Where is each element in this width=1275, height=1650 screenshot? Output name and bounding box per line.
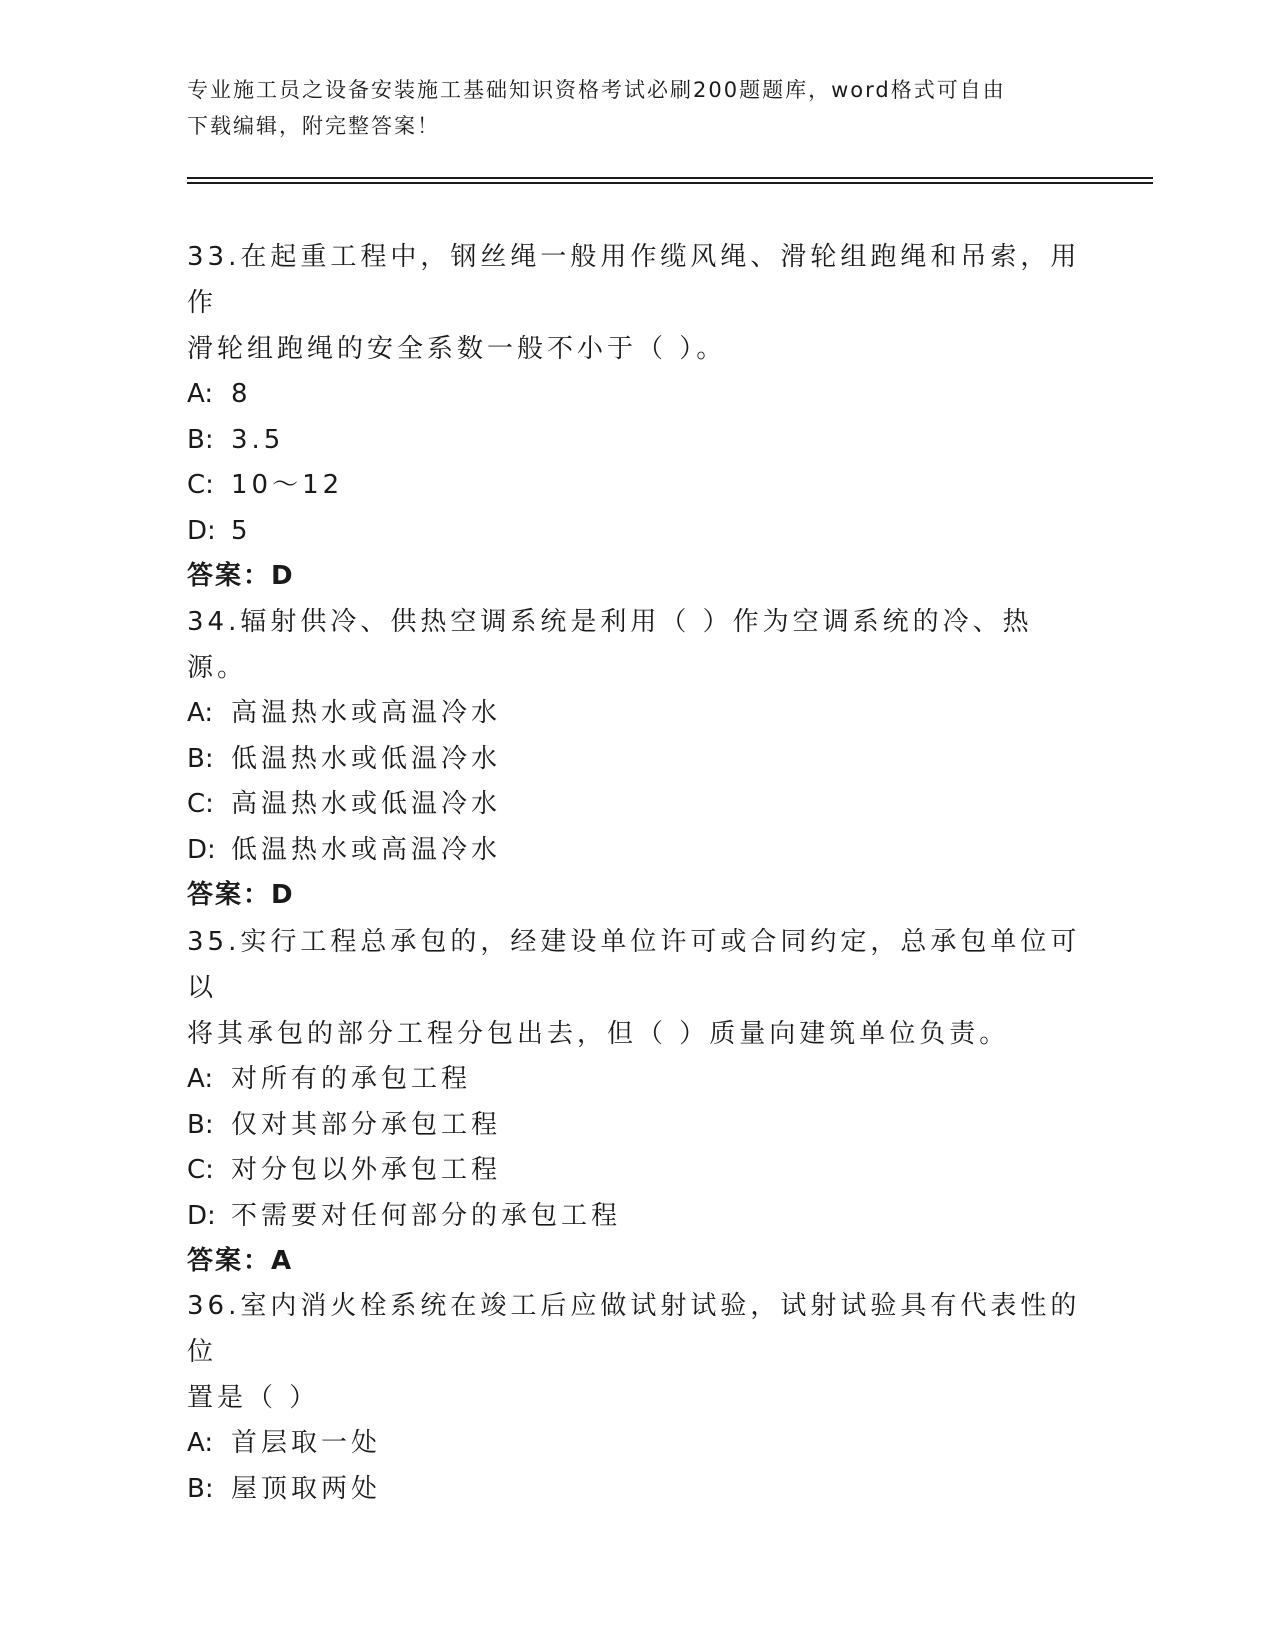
option-a bbox=[187, 691, 1087, 737]
option-key: B: bbox=[187, 424, 214, 455]
question-stem bbox=[187, 599, 1087, 691]
option-c bbox=[187, 1148, 1087, 1194]
option-d bbox=[187, 828, 1087, 874]
option-key: D: bbox=[187, 515, 216, 546]
option-a bbox=[187, 1421, 1087, 1467]
answer-line: 答案：D bbox=[187, 880, 295, 910]
header-divider-bottom bbox=[187, 182, 1153, 184]
question-stem-line: 35.实行工程总承包的，经建设单位许可或合同约定，总承包单位可以 bbox=[187, 927, 1081, 1003]
option-text: 不需要对任何部分的承包工程 bbox=[231, 1200, 622, 1231]
question-stem-line: 33.在起重工程中，钢丝绳一般用作缆风绳、滑轮组跑绳和吊索，用作 bbox=[187, 242, 1081, 318]
question-34 bbox=[187, 599, 1087, 919]
option-b bbox=[187, 1467, 1087, 1513]
option-b bbox=[187, 737, 1087, 783]
option-text: 3.5 bbox=[231, 424, 285, 455]
option-key: D: bbox=[187, 1200, 216, 1231]
option-a bbox=[187, 372, 1087, 418]
header-line-2: 下载编辑，附完整答案！ bbox=[187, 114, 440, 138]
option-text: 对所有的承包工程 bbox=[231, 1064, 472, 1094]
option-text: 对分包以外承包工程 bbox=[231, 1155, 502, 1185]
option-text: 屋顶取两处 bbox=[231, 1473, 382, 1504]
option-c bbox=[187, 463, 1087, 509]
header-divider-top bbox=[187, 177, 1153, 179]
option-text: 高温热水或低温冷水 bbox=[231, 789, 502, 819]
option-key: A: bbox=[187, 379, 214, 409]
option-text: 10～12 bbox=[231, 470, 344, 500]
question-stem-line: 将其承包的部分工程分包出去，但（ ）质量向建筑单位负责。 bbox=[187, 1019, 1010, 1049]
option-key: D: bbox=[187, 834, 216, 865]
question-stem bbox=[187, 919, 1087, 1057]
answer-line: 答案：D bbox=[187, 561, 295, 591]
option-d bbox=[187, 1194, 1087, 1240]
option-d bbox=[187, 509, 1087, 555]
option-text: 5 bbox=[231, 515, 252, 546]
option-key: A: bbox=[187, 1428, 214, 1458]
question-36 bbox=[187, 1283, 1087, 1512]
question-stem-line: 置是（ ） bbox=[187, 1383, 320, 1413]
option-text: 低温热水或高温冷水 bbox=[231, 834, 502, 865]
header-line-1: 专业施工员之设备安装施工基础知识资格考试必刷200题题库，word格式可自由 bbox=[187, 78, 1006, 102]
option-b bbox=[187, 418, 1087, 464]
option-key: B: bbox=[187, 1473, 214, 1504]
option-a bbox=[187, 1057, 1087, 1103]
option-key: A: bbox=[187, 1064, 214, 1094]
option-text: 8 bbox=[231, 379, 252, 409]
question-stem-line: 36.室内消火栓系统在竣工后应做试射试验，试射试验具有代表性的位 bbox=[187, 1291, 1081, 1367]
option-key: C: bbox=[187, 789, 214, 819]
option-key: B: bbox=[187, 743, 214, 774]
option-key: C: bbox=[187, 1155, 214, 1185]
option-b bbox=[187, 1103, 1087, 1149]
question-stem-line: 滑轮组跑绳的安全系数一般不小于（ ）。 bbox=[187, 334, 727, 364]
question-33 bbox=[187, 234, 1087, 600]
option-text: 仅对其部分承包工程 bbox=[231, 1109, 502, 1140]
option-key: A: bbox=[187, 698, 214, 728]
option-key: B: bbox=[187, 1109, 214, 1140]
question-stem-line: 34.辐射供冷、供热空调系统是利用（ ）作为空调系统的冷、热源。 bbox=[187, 607, 1033, 683]
option-text: 低温热水或低温冷水 bbox=[231, 743, 502, 774]
option-text: 首层取一处 bbox=[231, 1428, 382, 1458]
option-c bbox=[187, 782, 1087, 828]
question-stem bbox=[187, 1283, 1087, 1421]
option-key: C: bbox=[187, 470, 214, 500]
question-stem bbox=[187, 234, 1087, 372]
question-35 bbox=[187, 919, 1087, 1285]
document-header bbox=[187, 72, 1067, 144]
answer-line: 答案：A bbox=[187, 1246, 294, 1276]
option-text: 高温热水或高温冷水 bbox=[231, 698, 502, 728]
